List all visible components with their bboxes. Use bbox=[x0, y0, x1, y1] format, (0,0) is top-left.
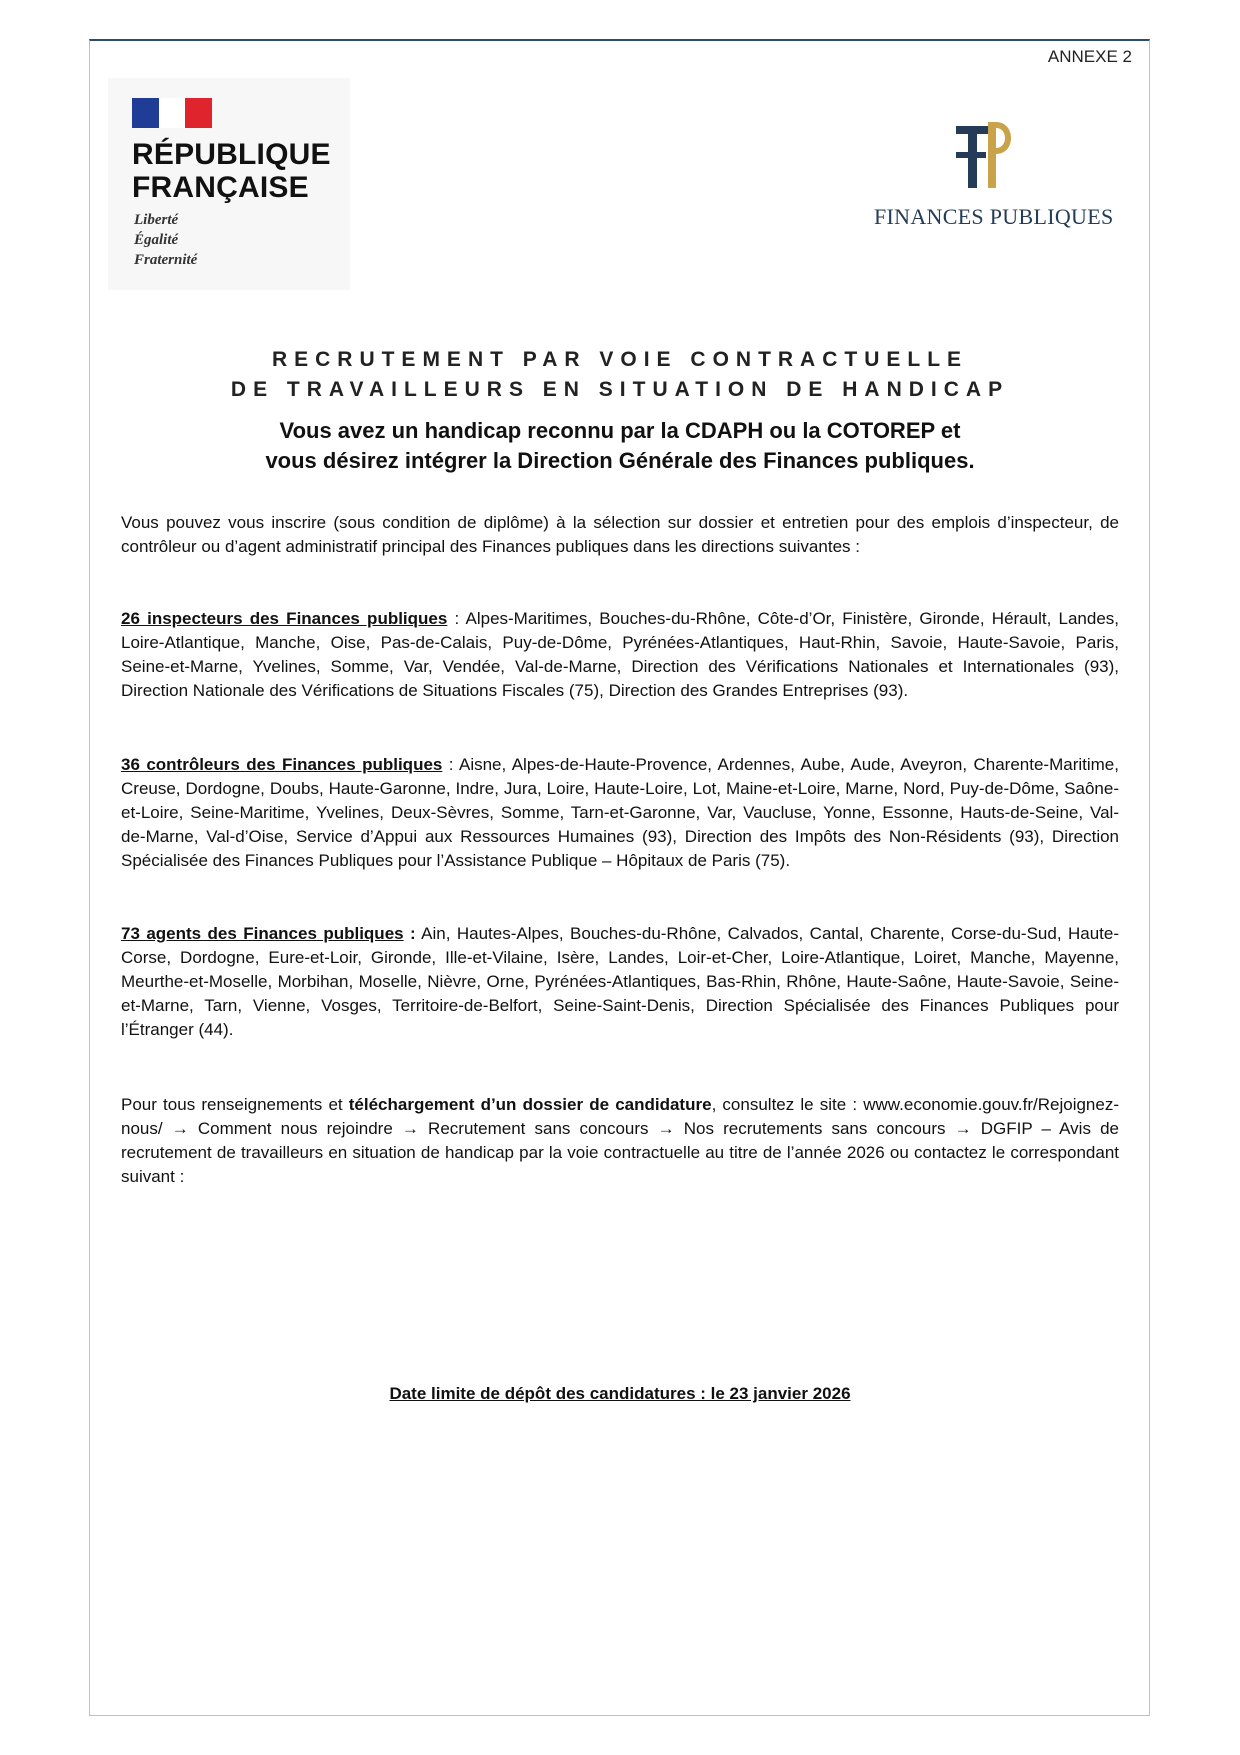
page-title-line2: DE TRAVAILLEURS EN SITUATION DE HANDICAP bbox=[230, 378, 1010, 401]
subtitle-line2: vous désirez intégrer la Direction Générale des Finances publiques. bbox=[265, 448, 975, 473]
page-title-line1: RECRUTEMENT PAR VOIE CONTRACTUELLE bbox=[271, 348, 969, 371]
controleurs-paragraph bbox=[121, 753, 1119, 873]
subtitle-line1: Vous avez un handicap reconnu par la CDAPH ou la COTOREP et bbox=[279, 418, 961, 443]
page-frame bbox=[89, 39, 1150, 1716]
rf-logo-name: RÉPUBLIQUE FRANÇAISE bbox=[132, 138, 331, 204]
inspecteurs-list: : Alpes-Maritimes, Bouches-du-Rhône, Côte-d’Or, Finistère, Gironde, Hérault, Landes, Loire-Atlantique, Manche, Oise, Pas-de-Calais, Puy-de-Dôme, Pyrénées-Atlantiques, Haut-Rhin, Savoie, Haute-Savoie, Paris, Seine-et-Marne, Yvelines, Somme, Var, Vendée, Val-de-Marne, Direction des Vérifications Nationales et Internationales (93), Direction Nationale des Vérifications de Situations Fiscales (75), Direction des Grandes Entreprises (93). bbox=[121, 609, 1119, 700]
marianne-flag-icon bbox=[132, 98, 212, 128]
info-text-start: Pour tous renseignements et bbox=[121, 1095, 349, 1114]
intro-paragraph: Vous pouvez vous inscrire (sous condition de diplôme) à la sélection sur dossier et entretien pour des emplois d’inspecteur, de contrôleur ou d’agent administratif principal des Finances publiques dans les directions suivantes : bbox=[121, 513, 1119, 556]
info-text-end: , consultez le site : www.economie.gouv.fr/Rejoignez-nous/ → Comment nous rejoindre → Recrutement sans concours → Nos recrutements sans concours → DGFIP – Avis de recrutement de travailleurs en situation de handicap par la voie contractuelle au titre de l’année 2026 ou contactez le correspondant suivant : bbox=[121, 1095, 1119, 1186]
annexe-label: ANNEXE 2 bbox=[1047, 47, 1132, 66]
finances-publiques-logo bbox=[870, 118, 1115, 238]
info-paragraph bbox=[121, 1093, 1119, 1189]
inspecteurs-heading: 26 inspecteurs des Finances publiques bbox=[121, 609, 448, 628]
inspecteurs-paragraph bbox=[121, 607, 1119, 703]
agents-paragraph bbox=[121, 922, 1119, 1042]
agents-heading: 73 agents des Finances publiques bbox=[121, 924, 404, 943]
agents-list: Ain, Hautes-Alpes, Bouches-du-Rhône, Calvados, Cantal, Charente, Corse-du-Sud, Haute-Corse, Dordogne, Eure-et-Loir, Gironde, Ille-et-Vilaine, Isère, Landes, Loir-et-Cher, Loire-Atlantique, Loiret, Manche, Mayenne, Meurthe-et-Moselle, Morbihan, Moselle, Nièvre, Orne, Pyrénées-Atlantiques, Bas-Rhin, Rhône, Haute-Saône, Haute-Savoie, Seine-et-Marne, Tarn, Vienne, Vosges, Territoire-de-Belfort, Seine-Saint-Denis, Direction Spécialisée des Finances Publiques pour l’Étranger (44). bbox=[121, 924, 1119, 1039]
republique-francaise-logo bbox=[108, 78, 350, 290]
fp-logo-label: FINANCES PUBLIQUES bbox=[874, 204, 1114, 229]
controleurs-list: : Aisne, Alpes-de-Haute-Provence, Ardennes, Aube, Aude, Aveyron, Charente-Maritime, Creuse, Dordogne, Doubs, Haute-Garonne, Indre, Jura, Loire, Haute-Loire, Lot, Maine-et-Loire, Marne, Nord, Puy-de-Dôme, Saône-et-Loire, Seine-Maritime, Yvelines, Deux-Sèvres, Somme, Tarn-et-Garonne, Var, Vaucluse, Yonne, Essonne, Hauts-de-Seine, Val-de-Marne, Val-d’Oise, Service d’Appui aux Ressources Humaines (93), Direction des Impôts des Non-Résidents (93), Direction Spécialisée des Finances Publiques pour l’Assistance Publique – Hôpitaux de Paris (75). bbox=[121, 755, 1119, 870]
agents-colon: : bbox=[403, 924, 416, 943]
deadline-notice: Date limite de dépôt des candidatures : le 23 janvier 2026 bbox=[389, 1384, 851, 1403]
fp-monogram-icon bbox=[954, 118, 1018, 196]
rf-logo-motto: Liberté Égalité Fraternité bbox=[134, 212, 198, 268]
info-download-highlight: téléchargement d’un dossier de candidature bbox=[348, 1095, 712, 1114]
controleurs-heading: 36 contrôleurs des Finances publiques bbox=[121, 755, 443, 774]
